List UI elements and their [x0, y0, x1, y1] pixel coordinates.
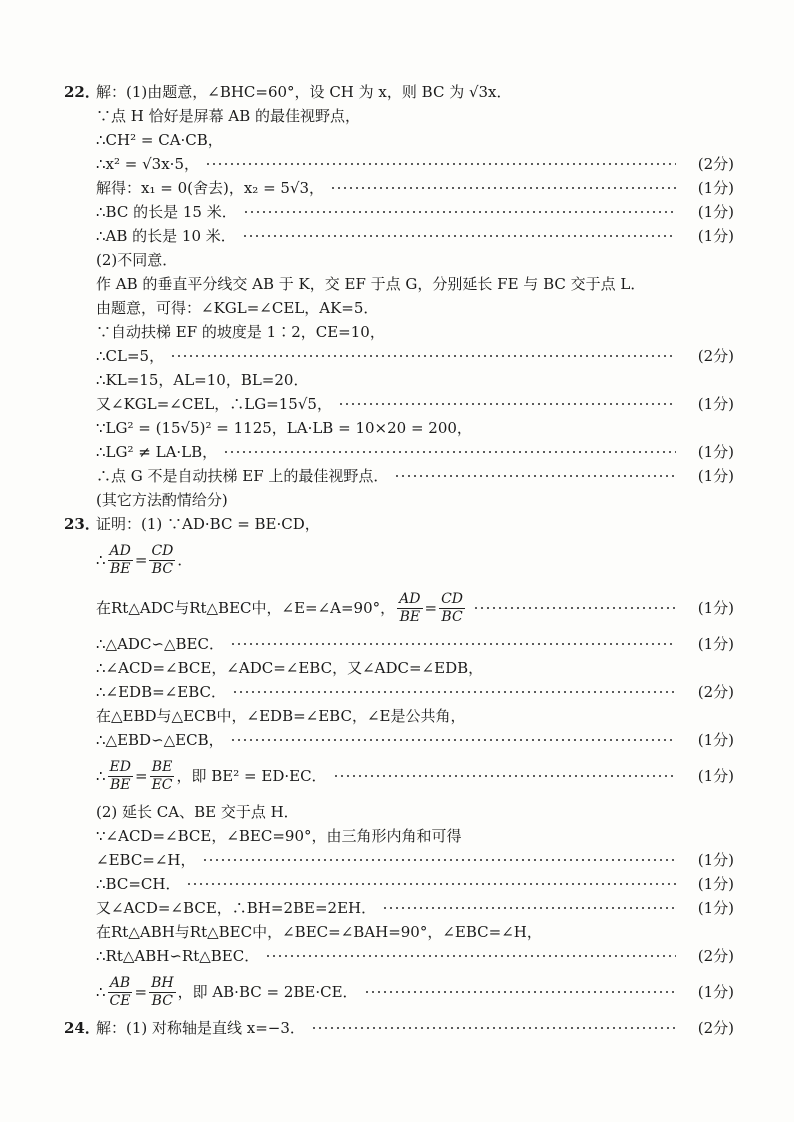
line-text: ∴CL=5， [96, 347, 165, 365]
dot-leader [170, 355, 676, 357]
line-23-10 [64, 800, 734, 824]
line-22-6 [64, 200, 734, 224]
line-text: ∴AB 的长是 10 米． [96, 227, 236, 245]
score: (2分) [697, 947, 734, 965]
line-22-11 [64, 320, 734, 344]
dot-leader [223, 451, 676, 453]
line-text: 解：(1)由题意，∠BHC=60°，设 CH 为 x，则 BC 为 √3x． [96, 83, 512, 101]
line-23-6 [64, 680, 734, 704]
line-22-7 [64, 224, 734, 248]
line-text: ∴∠EDB=∠EBC． [96, 683, 226, 701]
line-23-frac-1 [64, 536, 734, 584]
line-22-3 [64, 128, 734, 152]
line-23-11 [64, 824, 734, 848]
line-23-1 [64, 512, 734, 536]
line-23-7 [64, 704, 734, 728]
line-22-18 [64, 488, 734, 512]
question-number: 24． [64, 1019, 100, 1037]
line-23-12 [64, 848, 734, 872]
line-text: ∵LG² = (15√5)² = 1125，LA·LB = 10×20 = 200， [96, 419, 472, 437]
score: (1分) [697, 443, 734, 461]
score: (1分) [697, 179, 734, 197]
dot-leader [473, 607, 676, 609]
dot-leader [333, 775, 676, 777]
line-22-14 [64, 392, 734, 416]
score: (1分) [697, 227, 734, 245]
score: (1分) [697, 851, 734, 869]
line-22-17 [64, 464, 734, 488]
line-text: ∴△ADC∽△BEC． [96, 635, 224, 653]
score: (1分) [697, 203, 734, 221]
line-text: 证明：(1) ∵AD·BC = BE·CD， [96, 515, 320, 533]
line-text: (2) 延长 CA、BE 交于点 H． [96, 803, 299, 821]
dot-leader [364, 991, 676, 993]
line-22-4 [64, 152, 734, 176]
line-22-1 [64, 80, 734, 104]
score: (2分) [697, 155, 734, 173]
line-22-5 [64, 176, 734, 200]
dot-leader [242, 235, 676, 237]
dot-leader [330, 187, 676, 189]
line-text: 又∠KGL=∠CEL，∴LG=15√5， [96, 395, 332, 413]
dot-leader [243, 211, 676, 213]
score: (1分) [697, 395, 734, 413]
line-23-frac-2 [64, 584, 734, 632]
dot-leader [205, 163, 676, 165]
fraction-equation: ∴ $\frac{AB}{CE}$ = $\frac{BH}{BC}$ ，即 AB·BC = 2BE·CE． [96, 974, 358, 1009]
line-text: ∵点 H 恰好是屏幕 AB 的最佳视野点， [96, 107, 361, 125]
line-22-9 [64, 272, 734, 296]
line-22-8 [64, 248, 734, 272]
score: (1分) [697, 875, 734, 893]
dot-leader [230, 739, 676, 741]
line-24-1 [64, 1016, 734, 1040]
score: (1分) [697, 635, 734, 653]
line-23-13 [64, 872, 734, 896]
line-text: ∴KL=15，AL=10，BL=20． [96, 371, 309, 389]
question-number: 23． [64, 515, 100, 533]
line-22-10 [64, 296, 734, 320]
line-text: ∴点 G 不是自动扶梯 EF 上的最佳视野点． [96, 467, 389, 485]
fraction-equation: 在Rt△ADC与Rt△BEC中，∠E=∠A=90°， $\frac{AD}{BE}$ = $\frac{CD}{BC}$ [96, 590, 464, 625]
line-text: ∴Rt△ABH∽Rt△BEC． [96, 947, 260, 965]
line-22-2 [64, 104, 734, 128]
line-23-frac-3 [64, 752, 734, 800]
score: (2分) [697, 683, 734, 701]
line-23-16 [64, 944, 734, 968]
line-23-14 [64, 896, 734, 920]
fraction-equation: ∴ $\frac{AD}{BE}$ = $\frac{CD}{BC}$ ． [96, 542, 193, 577]
score: (1分) [697, 983, 734, 1001]
line-text: 在△EBD与△ECB中，∠EDB=∠EBC，∠E是公共角， [96, 707, 466, 725]
line-text: 由题意，可得：∠KGL=∠CEL，AK=5． [96, 299, 379, 317]
score: (1分) [697, 767, 734, 785]
dot-leader [230, 643, 676, 645]
line-text: 作 AB 的垂直平分线交 AB 于 K，交 EF 于点 G，分别延长 FE 与 BC 交于点 L． [96, 275, 646, 293]
dot-leader [202, 859, 676, 861]
line-text: ∴△EBD∽△ECB， [96, 731, 224, 749]
line-text: ∠EBC=∠H， [96, 851, 196, 869]
dot-leader [382, 907, 676, 909]
dot-leader [186, 883, 676, 885]
line-text: 解得：x₁ = 0(舍去)，x₂ = 5√3， [96, 179, 325, 197]
line-23-8 [64, 728, 734, 752]
line-text: ∴CH² = CA·CB， [96, 131, 223, 149]
dot-leader [394, 475, 676, 477]
dot-leader [338, 403, 676, 405]
dot-leader [265, 955, 676, 957]
line-text: ∴BC=CH． [96, 875, 181, 893]
line-text: ∵自动扶梯 EF 的坡度是 1∶2，CE=10， [96, 323, 385, 341]
question-number: 22． [64, 83, 100, 101]
line-text: 在Rt△ABH与Rt△BEC中，∠BEC=∠BAH=90°，∠EBC=∠H， [96, 923, 542, 941]
line-22-13 [64, 368, 734, 392]
line-text: ∴∠ACD=∠BCE，∠ADC=∠EBC，又∠ADC=∠EDB， [96, 659, 484, 677]
line-23-4 [64, 632, 734, 656]
score: (1分) [697, 731, 734, 749]
line-text: ∴x² = √3x·5， [96, 155, 199, 173]
line-22-16 [64, 440, 734, 464]
line-23-frac-4 [64, 968, 734, 1016]
score: (1分) [697, 599, 734, 617]
line-23-5 [64, 656, 734, 680]
fraction-equation: ∴ $\frac{ED}{BE}$ = $\frac{BE}{EC}$ ，即 BE² = ED·EC． [96, 758, 327, 793]
line-text: 解：(1) 对称轴是直线 x=−3． [96, 1019, 305, 1037]
line-text: ∴BC 的长是 15 米． [96, 203, 237, 221]
score: (1分) [697, 899, 734, 917]
line-text: ∵∠ACD=∠BCE，∠BEC=90°，由三角形内角和可得 [96, 827, 462, 845]
line-text: (其它方法酌情给分) [96, 491, 228, 509]
dot-leader [311, 1027, 676, 1029]
score: (2分) [697, 1019, 734, 1037]
line-text: ∴LG² ≠ LA·LB， [96, 443, 218, 461]
line-22-12 [64, 344, 734, 368]
score: (2分) [697, 347, 734, 365]
score: (1分) [697, 467, 734, 485]
line-23-15 [64, 920, 734, 944]
line-text: 又∠ACD=∠BCE，∴BH=2BE=2EH． [96, 899, 377, 917]
line-text: (2)不同意． [96, 251, 178, 269]
dot-leader [232, 691, 676, 693]
line-22-15 [64, 416, 734, 440]
